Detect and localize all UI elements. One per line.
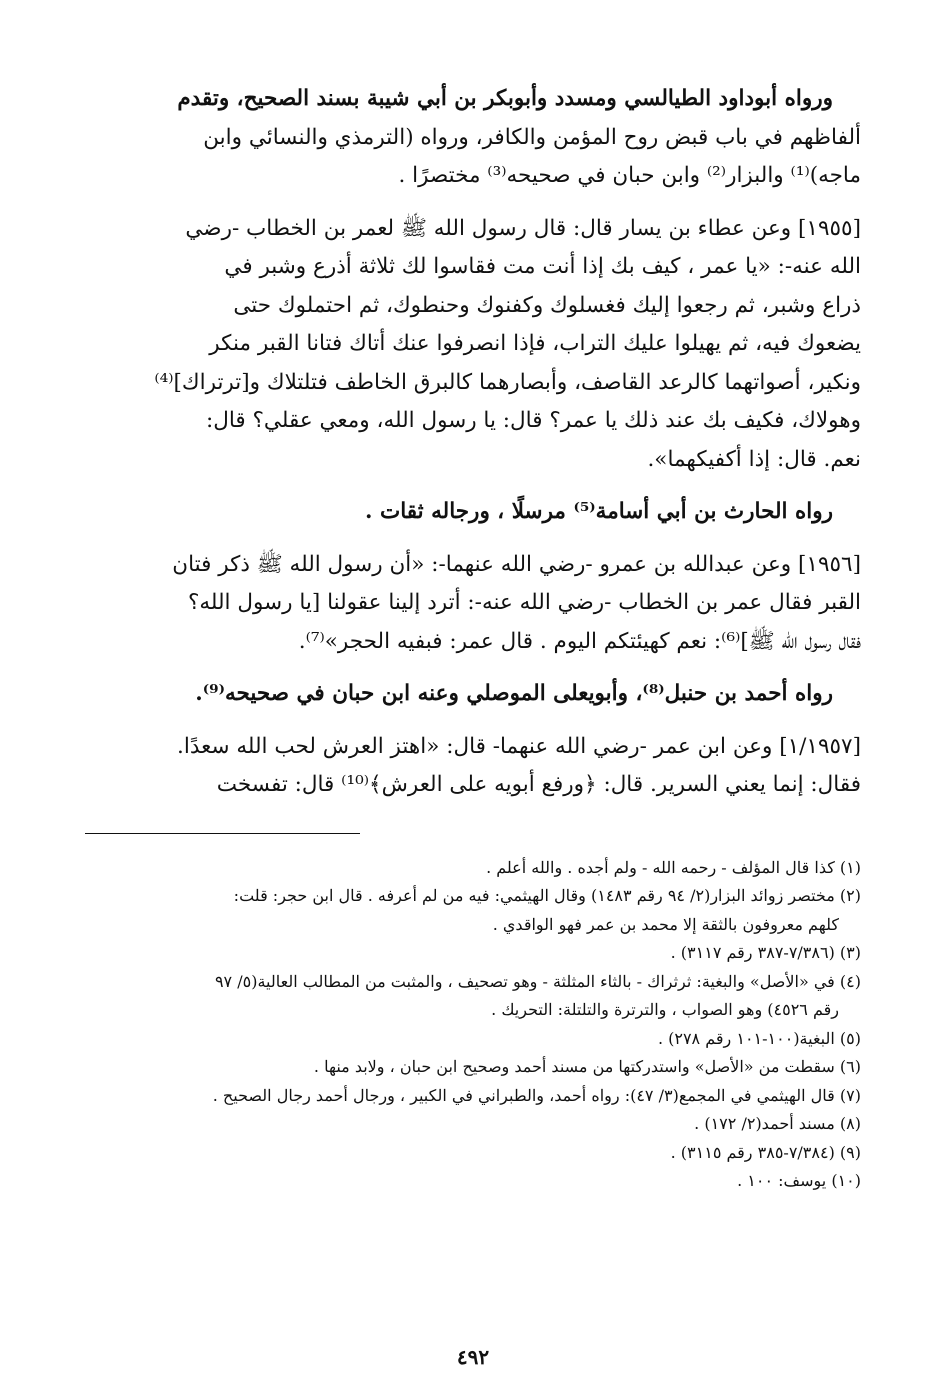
hadith-1957-line: [١/١٩٥٧] وعن ابن عمر -رضي الله عنهما- قال: «اهتز العرش لحب الله سعدًا. [177,733,861,759]
paragraph-line: ألفاظهم في باب قبض روح المؤمن والكافر، ورواه (الترمذي والنسائي وابن [203,124,861,150]
footnote-separator [85,833,360,834]
footnote-6: (٦) سقطت من «الأصل» واستدركتها من مسند أحمد وصحيح ابن حبان ، ولابد منها . [313,1057,861,1076]
hadith-1955-line: [١٩٥٥] وعن عطاء بن يسار قال: قال رسول الله ﷺ لعمر بن الخطاب -رضي [185,215,861,241]
hadith-1956-line: فقال رسول الله ﷺ]⁽⁶⁾: نعم كهيئتكم اليوم . قال عمر: فبفيه الحجر»⁽⁷⁾. [298,628,861,654]
hadith-1955-line: نعم. قال: إذا أكفيكهما». [647,446,861,472]
hadith-1956-line: القبر فقال عمر بن الخطاب -رضي الله عنه-: أترد إلينا عقولنا [يا رسول الله؟ [187,590,861,615]
footnote-9: (٩) (٧/٣٨٤-٣٨٥ رقم ٣١١٥) . [670,1142,861,1162]
footnote-2: (٢) مختصر زوائد البزار(٢/ ٩٤ رقم ١٤٨٣) وقال الهيثمي: فيه من لم أعرفه . قال ابن حجر: قلت: [233,886,861,905]
footnote-3: (٣) (٧/٣٨٦-٣٨٧ رقم ٣١١٧) . [670,943,861,962]
footnote-10: (١٠) يوسف: ١٠٠ . [737,1171,861,1190]
hadith-1955-line: ذراع وشبر، ثم رجعوا إليك فغسلوك وكفنوك وحنطوك، ثم احتملوك حتى [233,292,861,318]
hadith-1956-line: [١٩٥٦] وعن عبدالله بن عمرو -رضي الله عنهما-: «أن رسول الله ﷺ ذكر فتان [172,551,861,577]
hadith-1957-line: فقال: إنما يعني السرير. قال: ﴿ورفع أبويه على العرش﴾⁽¹⁰⁾ قال: تفسخت [216,772,861,797]
footnote-4: (٤) في «الأصل» والبغية: ثرثراك - بالثاء المثلثة - وهو تصحيف ، والمثبت من المطالب العالية(٥/ ٩٧ [214,971,861,991]
paragraph-line: ماجه)⁽¹⁾ والبزار⁽²⁾ وابن حبان في صحيحه⁽³⁾ مختصرًا . [398,163,861,188]
hadith-1955-line: يضعوك فيه، ثم يهيلوا عليك التراب، فإذا انصرفوا عنك أتاك فتانا القبر منكر [209,331,861,356]
narration-1955: رواه الحارث بن أبي أسامة⁽⁵⁾ مرسلًا ، ورجاله ثقات . [365,499,833,524]
paragraph-line: ورواه أبوداود الطيالسي ومسدد وأبوبكر بن أبي شيبة بسند الصحيح، وتقدم [177,86,833,111]
footnote-2-cont: كلهم معروفون بالثقة إلا محمد بن عمر فهو الواقدي . [492,914,839,934]
book-page [85,80,861,1370]
narration-1956: رواه أحمد بن حنبل⁽⁸⁾، وأبويعلى الموصلي وعنه ابن حبان في صحيحه⁽⁹⁾. [195,681,833,706]
page-number: ٤٩٢ [456,1345,490,1369]
footnote-5: (٥) البغية(١٠٠-١٠١ رقم ٢٧٨) . [657,1028,861,1048]
footnote-4-cont: رقم ٤٥٢٦) وهو الصواب ، والترترة والتلتلة: التحريك . [491,1000,839,1019]
hadith-1955-line: ونكير، أصواتهما كالرعد القاصف، وأبصارهما كالبرق الخاطف فتلتلاك و[ترتراك]⁽⁴⁾ [154,369,861,395]
hadith-1955-line: وهولاك، فكيف بك عند ذلك يا عمر؟ قال: يا رسول الله، ومعي عقلي؟ قال: [205,408,861,433]
footnote-1: (١) كذا قال المؤلف - رحمه الله - ولم أجده . والله أعلم . [486,857,861,877]
footnotes [85,854,861,1196]
hadith-1955-line: الله عنه-: «يا عمر ، كيف بك إذا أنت مت فقاسوا لك ثلاثة أذرع وشبر في [224,254,861,279]
main-text [85,80,861,805]
footnote-8: (٨) مسند أحمد(٢/ ١٧٢) . [694,1114,861,1133]
footnote-7: (٧) قال الهيثمي في المجمع(٣/ ٤٧): رواه أحمد، والطبراني في الكبير ، ورجال أحمد رجال الصحيح . [212,1085,861,1105]
